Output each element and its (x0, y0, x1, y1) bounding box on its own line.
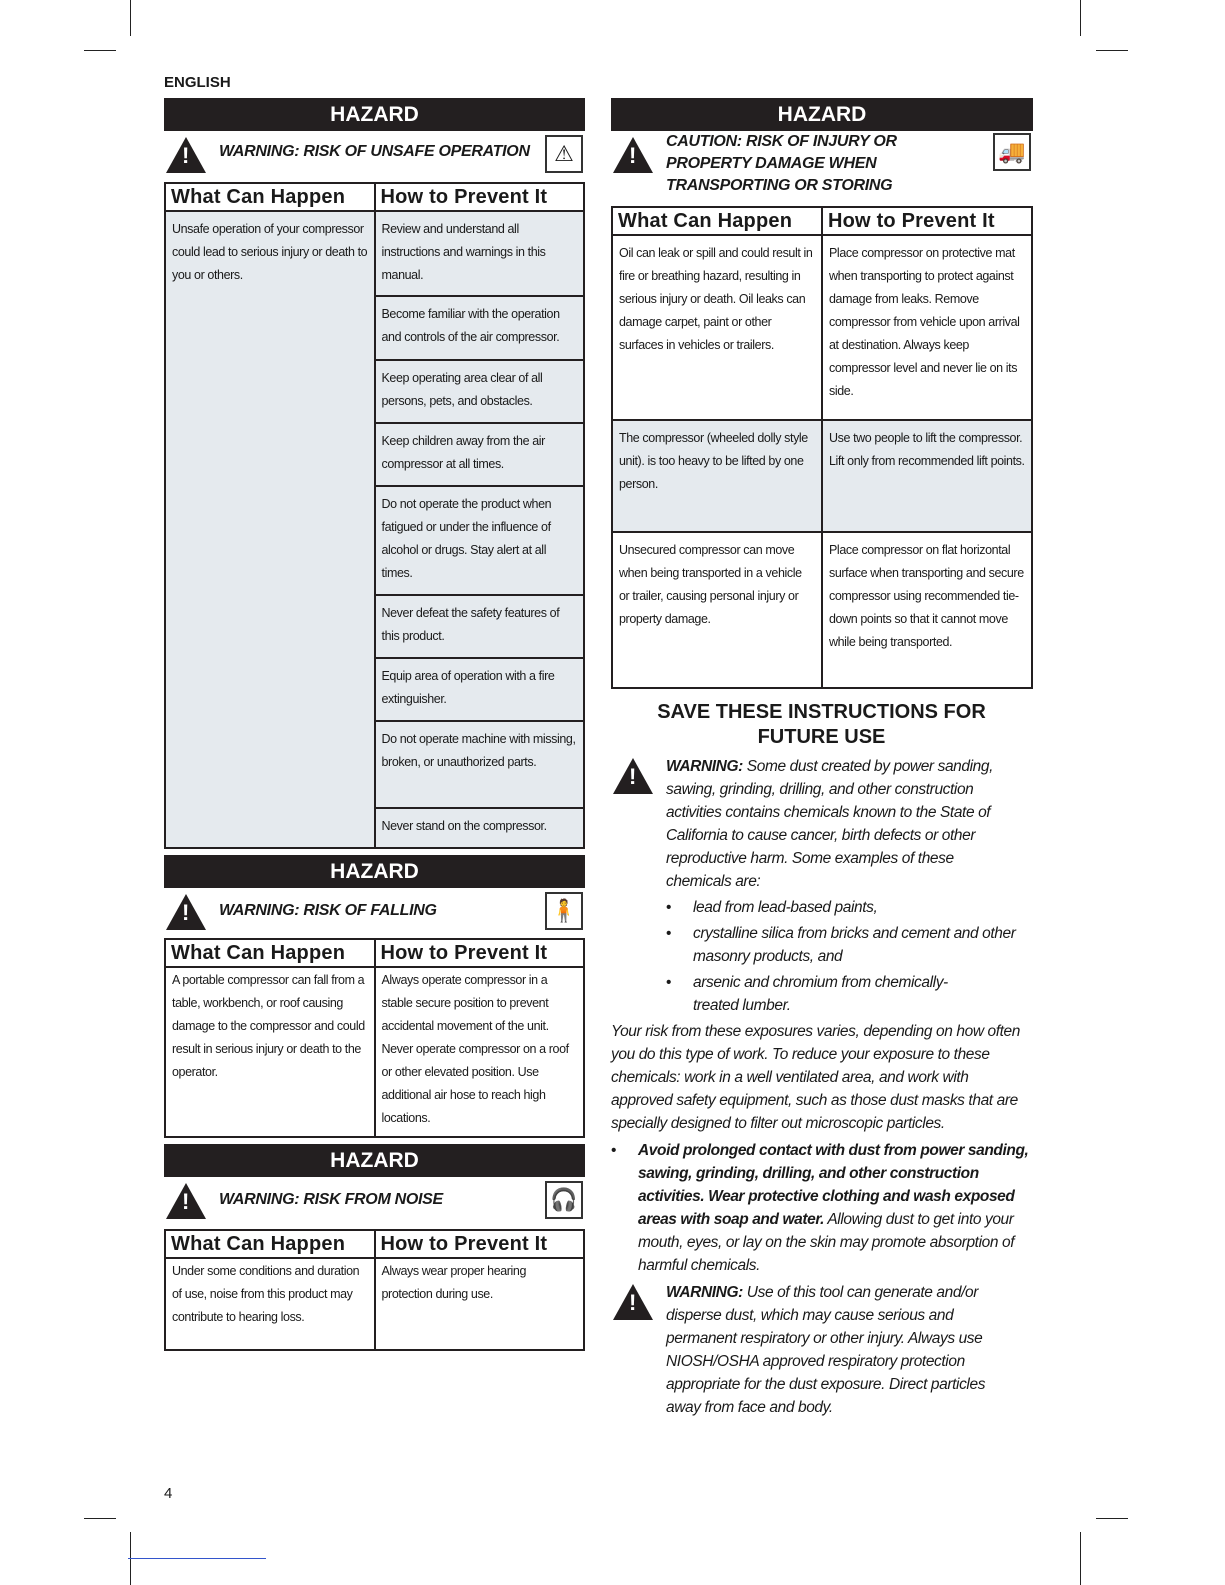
prevent-cell: Do not operate the product when fatigued or under the influence of alcohol or drugs. Stay alert at all times. (375, 486, 585, 595)
prop65-warning (666, 755, 1011, 893)
col-prevent: How to Prevent It (822, 207, 1032, 235)
warning-text: Use of this tool can generate and/or disperse dust, which may cause serious and permanent respiratory or other injury. Always use NIOSH/OSHA approved respiratory protection appropriate for the dust exposure. Direct particles away from face and body. (666, 1284, 986, 1416)
page-number: 4 (164, 1485, 173, 1502)
table-row (612, 235, 1032, 420)
prevent-cell: Keep operating area clear of all persons, pets, and obstacles. (375, 360, 585, 423)
warning-triangle-icon (613, 137, 653, 173)
exposure-risk-text: Your risk from these exposures varies, depending on how often you do this type of work. To reduce your exposure to these chemicals: work in a well ventilated area, and work with approved safety equipment, such as those dust masks that are specially designed to filter out microscopic particles. (611, 1023, 1020, 1132)
table-row (165, 967, 584, 1137)
warning-label: WARNING: (666, 758, 743, 775)
dust-contact-bullet (638, 1139, 1033, 1277)
save-instructions-title (611, 700, 1032, 750)
prevent-cell: Review and understand all instructions and warnings in this manual. (375, 211, 585, 296)
prevent-cell: Place compressor on protective mat when transporting to protect against damage from leaks. Remove compressor from vehicle upon arrival at destination. Always keep compressor level and never lie on its side. (822, 235, 1032, 420)
crop-mark (1080, 1532, 1081, 1585)
chemical-item: • lead from lead-based paints, (693, 896, 1033, 919)
warning-text: CAUTION: RISK OF INJURY OR PROPERTY DAMAGE WHEN TRANSPORTING OR STORING (666, 133, 897, 194)
hazard-title: HAZARD (164, 98, 585, 131)
table-row (165, 1258, 584, 1350)
warning-text: WARNING: RISK FROM NOISE (219, 1191, 443, 1208)
hazard-title: HAZARD (611, 98, 1033, 131)
col-prevent: How to Prevent It (375, 1230, 585, 1258)
prevent-cell: Place compressor on flat horizontal surface when transporting and secure compressor using recommended tie-down points so that it cannot move while being transported. (822, 532, 1032, 688)
crop-mark (1096, 50, 1128, 51)
what-cell: A portable compressor can fall from a table, workbench, or roof causing damage to the compressor and could result in serious injury or death to the operator. (165, 967, 375, 1137)
prevent-cell: Do not operate machine with missing, broken, or unauthorized parts. (375, 721, 585, 808)
save-title-text: SAVE THESE INSTRUCTIONS FOR FUTURE USE (657, 701, 986, 748)
col-what: What Can Happen (165, 939, 375, 967)
warning-text: WARNING: RISK OF FALLING (219, 902, 437, 919)
hazard-table (164, 938, 585, 1138)
crop-mark (84, 1518, 116, 1519)
table-row (165, 211, 584, 296)
col-what: What Can Happen (165, 183, 375, 211)
what-cell: Oil can leak or spill and could result in fire or breathing hazard, resulting in serious injury or death. Oil leaks can damage carpet, paint or other surfaces in vehicles or trailers. (612, 235, 822, 420)
transport-icon: 🚚 (993, 133, 1031, 171)
warning-triangle-icon (166, 137, 206, 173)
table-row (612, 420, 1032, 532)
dust-warning (666, 1281, 1006, 1419)
hearing-protection-icon: 🎧 (545, 1181, 583, 1219)
hazard-title: HAZARD (164, 855, 585, 888)
what-cell: Under some conditions and duration of use, noise from this product may contribute to hearing loss. (165, 1258, 375, 1350)
table-row (612, 532, 1032, 688)
bullet-text: Allowing dust to get into your mouth, eyes, or lay on the skin may promote absorption of harmful chemicals. (638, 1211, 1015, 1274)
hazard-table (611, 206, 1033, 689)
bullet-bold-text: Avoid prolonged contact with dust from power sanding, sawing, grinding, drilling, and other construction activities. Wear protective clothing and wash exposed areas with soap and water. (638, 1142, 1029, 1228)
language-label: ENGLISH (164, 74, 231, 91)
prevent-cell: Keep children away from the air compressor at all times. (375, 423, 585, 486)
chemical-item: • crystalline silica from bricks and cement and other masonry products, and (693, 922, 1033, 968)
warning-triangle-icon (166, 894, 206, 930)
prevent-cell: Become familiar with the operation and controls of the air compressor. (375, 296, 585, 360)
prevent-cell: Use two people to lift the compressor. Lift only from recommended lift points. (822, 420, 1032, 532)
warning-triangle-icon (613, 758, 653, 794)
crop-mark (1080, 0, 1081, 36)
link-underline (128, 1558, 266, 1559)
hazard-noise (164, 1144, 585, 1351)
hazard-table (164, 182, 585, 849)
what-cell: Unsecured compressor can move when being transported in a vehicle or trailer, causing personal injury or property damage. (612, 532, 822, 688)
warning-triangle-icon (613, 1284, 653, 1320)
what-cell: The compressor (wheeled dolly style unit). is too heavy to be lifted by one person. (612, 420, 822, 532)
falling-icon: 🧍 (545, 892, 583, 930)
chemical-item: • arsenic and chromium from chemically-treated lumber. (693, 971, 993, 1017)
col-what: What Can Happen (612, 207, 822, 235)
crop-mark (84, 50, 116, 51)
warning-label: WARNING: (666, 1284, 743, 1301)
hazard-unsafe-operation (164, 98, 585, 849)
prevent-cell: Never defeat the safety features of this product. (375, 595, 585, 658)
col-what: What Can Happen (165, 1230, 375, 1258)
prevent-cell: Always wear proper hearing protection during use. (375, 1258, 585, 1350)
prevent-cell: Always operate compressor in a stable secure position to prevent accidental movement of the unit. Never operate compressor on a roof or other elevated position. Use additional air hose to reach high locations. (375, 967, 585, 1137)
crop-mark (1096, 1518, 1128, 1519)
what-cell: Unsafe operation of your compressor could lead to serious injury or death to you or others. (165, 211, 375, 848)
prevent-cell: Equip area of operation with a fire extinguisher. (375, 658, 585, 721)
hazard-title: HAZARD (164, 1144, 585, 1177)
warning-text: Some dust created by power sanding, sawing, grinding, drilling, and other construction activities contains chemicals known to the State of California to cause cancer, birth defects or other reproductive harm. Some examples of these chemicals are: (666, 758, 994, 890)
col-prevent: How to Prevent It (375, 939, 585, 967)
hazard-table (164, 1229, 585, 1351)
col-prevent: How to Prevent It (375, 183, 585, 211)
hazard-falling (164, 855, 585, 1138)
hazard-transport (611, 98, 1033, 689)
warning-triangle-icon (166, 1183, 206, 1219)
prevent-cell: Never stand on the compressor. (375, 808, 585, 848)
crop-mark (130, 0, 131, 36)
warning-text: WARNING: RISK OF UNSAFE OPERATION (219, 143, 530, 160)
safety-alert-icon: ⚠ (545, 135, 583, 173)
